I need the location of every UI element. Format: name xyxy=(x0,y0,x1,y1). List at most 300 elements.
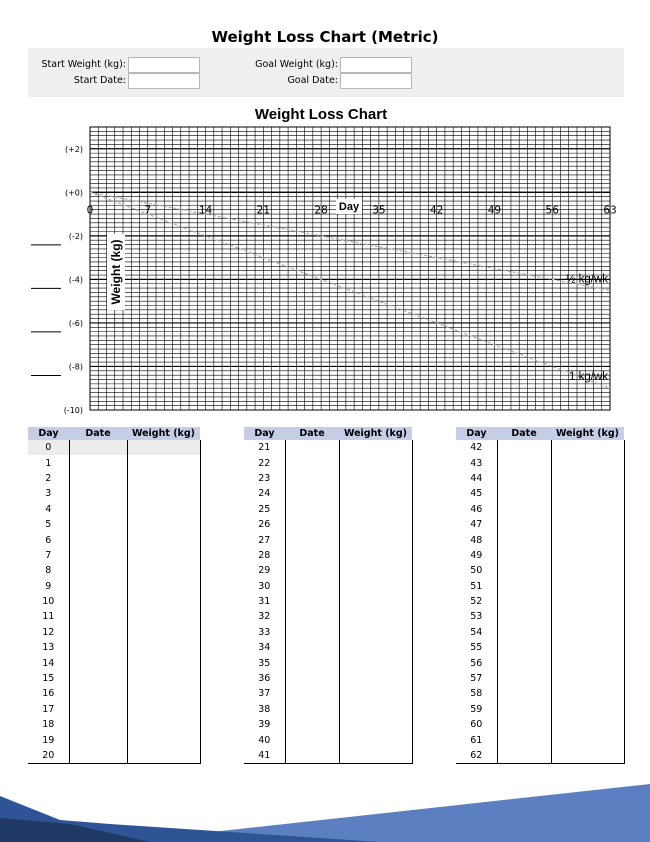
table-row xyxy=(244,625,412,640)
day-cell: 55 xyxy=(456,640,497,655)
date-cell[interactable] xyxy=(497,702,551,717)
day-cell: 38 xyxy=(244,702,285,717)
table-row xyxy=(244,579,412,594)
weight-cell[interactable] xyxy=(339,517,412,532)
table-row xyxy=(244,609,412,624)
weight-cell[interactable] xyxy=(551,455,624,470)
weight-cell[interactable] xyxy=(551,702,624,717)
table-row xyxy=(244,717,412,732)
weight-cell[interactable] xyxy=(551,640,624,655)
table-row xyxy=(456,471,624,486)
weight-cell[interactable] xyxy=(127,563,200,578)
date-header: Date xyxy=(285,427,339,440)
date-cell[interactable] xyxy=(285,702,339,717)
start-date-field[interactable] xyxy=(128,73,200,89)
weight-cell[interactable] xyxy=(551,655,624,670)
day-cell: 5 xyxy=(28,517,69,532)
table-row xyxy=(28,609,200,624)
day-cell: 20 xyxy=(28,748,69,764)
date-cell[interactable] xyxy=(285,594,339,609)
weight-cell[interactable] xyxy=(127,502,200,517)
day-cell: 58 xyxy=(456,686,497,701)
y-tick-label: (+2) xyxy=(64,144,83,154)
weight-cell[interactable] xyxy=(551,563,624,578)
day-cell: 30 xyxy=(244,579,285,594)
table-row xyxy=(244,563,412,578)
weight-cell[interactable] xyxy=(551,517,624,532)
table-row xyxy=(456,625,624,640)
weight-cell[interactable] xyxy=(339,702,412,717)
x-tick-label: 7 xyxy=(144,204,152,217)
day-cell: 28 xyxy=(244,548,285,563)
date-cell[interactable] xyxy=(285,579,339,594)
day-cell: 22 xyxy=(244,455,285,470)
table-row xyxy=(244,471,412,486)
day-cell: 23 xyxy=(244,471,285,486)
weight-cell[interactable] xyxy=(127,579,200,594)
table-row xyxy=(28,655,200,670)
date-cell[interactable] xyxy=(69,502,127,517)
table-row xyxy=(28,717,200,732)
date-cell[interactable] xyxy=(69,732,127,747)
table-row xyxy=(28,502,200,517)
day-cell: 25 xyxy=(244,502,285,517)
date-cell[interactable] xyxy=(285,440,339,455)
day-cell: 3 xyxy=(28,486,69,501)
start-weight-label: Start Weight (kg): xyxy=(41,59,126,70)
weight-cell[interactable] xyxy=(551,486,624,501)
log-table-days-0-20 xyxy=(28,427,201,764)
day-header: Day xyxy=(244,427,285,440)
weight-cell[interactable] xyxy=(339,594,412,609)
date-cell[interactable] xyxy=(497,486,551,501)
date-cell[interactable] xyxy=(69,655,127,670)
weight-cell[interactable] xyxy=(339,640,412,655)
table-row xyxy=(28,486,200,501)
date-cell[interactable] xyxy=(497,671,551,686)
day-cell: 16 xyxy=(28,686,69,701)
table-row xyxy=(244,486,412,501)
x-tick-label: 21 xyxy=(256,204,271,217)
weight-cell[interactable] xyxy=(551,717,624,732)
table-row xyxy=(456,655,624,670)
weight-cell[interactable] xyxy=(127,625,200,640)
y-tick-labels xyxy=(64,145,83,415)
table-row xyxy=(244,640,412,655)
table-row xyxy=(28,686,200,701)
date-cell[interactable] xyxy=(497,625,551,640)
date-cell[interactable] xyxy=(285,455,339,470)
day-cell: 42 xyxy=(456,440,497,455)
table-row xyxy=(244,686,412,701)
date-cell[interactable] xyxy=(497,548,551,563)
date-cell[interactable] xyxy=(285,471,339,486)
weight-cell[interactable] xyxy=(127,440,200,455)
day-cell: 27 xyxy=(244,532,285,547)
date-cell[interactable] xyxy=(285,655,339,670)
x-tick-label: 56 xyxy=(545,204,559,217)
x-tick-label: 0 xyxy=(86,204,94,217)
table-row xyxy=(456,502,624,517)
date-cell[interactable] xyxy=(497,563,551,578)
table-row xyxy=(456,702,624,717)
date-header: Date xyxy=(69,427,127,440)
table-row xyxy=(244,517,412,532)
y-tick-label: (-2) xyxy=(68,231,83,241)
table-row xyxy=(244,548,412,563)
table-row xyxy=(456,486,624,501)
day-cell: 53 xyxy=(456,609,497,624)
date-cell[interactable] xyxy=(497,717,551,732)
day-cell: 56 xyxy=(456,655,497,670)
weight-cell[interactable] xyxy=(551,579,624,594)
date-cell[interactable] xyxy=(69,748,127,764)
day-cell: 1 xyxy=(28,455,69,470)
day-cell: 54 xyxy=(456,625,497,640)
weight-cell[interactable] xyxy=(551,609,624,624)
day-cell: 39 xyxy=(244,717,285,732)
weight-cell[interactable] xyxy=(551,671,624,686)
table-row xyxy=(456,455,624,470)
weight-cell[interactable] xyxy=(127,609,200,624)
day-cell: 36 xyxy=(244,671,285,686)
date-cell[interactable] xyxy=(285,563,339,578)
weight-cell[interactable] xyxy=(339,486,412,501)
goal-weight-field[interactable] xyxy=(340,57,412,73)
day-cell: 45 xyxy=(456,486,497,501)
date-cell[interactable] xyxy=(497,517,551,532)
weight-cell[interactable] xyxy=(127,471,200,486)
weight-cell[interactable] xyxy=(127,594,200,609)
date-cell[interactable] xyxy=(69,640,127,655)
date-cell[interactable] xyxy=(497,686,551,701)
page-title: Weight Loss Chart (Metric) xyxy=(211,28,439,46)
table-row xyxy=(28,440,200,455)
table-row xyxy=(456,563,624,578)
weight-header: Weight (kg) xyxy=(127,427,200,440)
table-row xyxy=(244,532,412,547)
weight-cell[interactable] xyxy=(339,471,412,486)
day-cell: 4 xyxy=(28,502,69,517)
table-row xyxy=(28,563,200,578)
weight-cell[interactable] xyxy=(127,686,200,701)
day-cell: 32 xyxy=(244,609,285,624)
x-axis-label-box xyxy=(336,199,362,214)
day-cell: 21 xyxy=(244,440,285,455)
log-table-days-42-62 xyxy=(456,427,625,764)
weight-cell[interactable] xyxy=(127,702,200,717)
y-tick-label: (-6) xyxy=(68,318,83,328)
day-cell: 2 xyxy=(28,471,69,486)
day-cell: 48 xyxy=(456,532,497,547)
table-row xyxy=(28,671,200,686)
weight-cell[interactable] xyxy=(127,717,200,732)
weight-cell[interactable] xyxy=(339,548,412,563)
table-row xyxy=(244,594,412,609)
day-cell: 10 xyxy=(28,594,69,609)
day-cell: 52 xyxy=(456,594,497,609)
table-row xyxy=(28,579,200,594)
day-cell: 24 xyxy=(244,486,285,501)
day-cell: 15 xyxy=(28,671,69,686)
date-cell[interactable] xyxy=(285,486,339,501)
table-row xyxy=(456,732,624,747)
date-cell[interactable] xyxy=(497,640,551,655)
x-tick-label: 14 xyxy=(198,204,213,217)
weight-cell[interactable] xyxy=(127,640,200,655)
date-cell[interactable] xyxy=(497,440,551,455)
day-cell: 31 xyxy=(244,594,285,609)
goal-weight-label: Goal Weight (kg): xyxy=(255,59,338,70)
date-cell[interactable] xyxy=(69,532,127,547)
day-cell: 26 xyxy=(244,517,285,532)
day-cell: 51 xyxy=(456,579,497,594)
date-cell[interactable] xyxy=(69,671,127,686)
weight-cell[interactable] xyxy=(551,594,624,609)
table-row xyxy=(244,671,412,686)
date-cell[interactable] xyxy=(69,625,127,640)
day-cell: 61 xyxy=(456,732,497,747)
weight-cell[interactable] xyxy=(127,532,200,547)
weight-header: Weight (kg) xyxy=(339,427,412,440)
date-cell[interactable] xyxy=(285,748,339,764)
day-cell: 8 xyxy=(28,563,69,578)
y-axis-label: Weight (kg) xyxy=(109,239,123,305)
weight-cell[interactable] xyxy=(339,655,412,670)
table-row xyxy=(28,732,200,747)
date-cell[interactable] xyxy=(69,471,127,486)
table-row xyxy=(456,640,624,655)
x-axis-label: Day xyxy=(338,201,360,213)
table-row xyxy=(244,440,412,455)
start-date-label: Start Date: xyxy=(73,75,126,86)
table-row xyxy=(456,671,624,686)
day-cell: 6 xyxy=(28,532,69,547)
date-cell[interactable] xyxy=(497,748,551,764)
weight-cell[interactable] xyxy=(551,732,624,747)
day-cell: 46 xyxy=(456,502,497,517)
table-row xyxy=(28,594,200,609)
y-tick-blanks xyxy=(31,245,61,376)
day-cell: 40 xyxy=(244,732,285,747)
date-cell[interactable] xyxy=(69,440,127,455)
table-row xyxy=(244,748,412,764)
weight-cell[interactable] xyxy=(127,517,200,532)
x-tick-label: 63 xyxy=(603,204,617,217)
date-cell[interactable] xyxy=(69,579,127,594)
weight-header: Weight (kg) xyxy=(551,427,624,440)
x-tick-label: 35 xyxy=(372,204,386,217)
date-cell[interactable] xyxy=(69,517,127,532)
date-cell[interactable] xyxy=(285,548,339,563)
table-row xyxy=(244,702,412,717)
weight-cell[interactable] xyxy=(339,732,412,747)
date-cell[interactable] xyxy=(497,502,551,517)
log-table-days-21-41 xyxy=(244,427,413,764)
table-row xyxy=(28,455,200,470)
weight-cell[interactable] xyxy=(127,548,200,563)
weight-cell[interactable] xyxy=(339,502,412,517)
day-cell: 59 xyxy=(456,702,497,717)
date-cell[interactable] xyxy=(69,563,127,578)
day-cell: 49 xyxy=(456,548,497,563)
day-cell: 43 xyxy=(456,455,497,470)
weight-cell[interactable] xyxy=(551,471,624,486)
table-row xyxy=(28,702,200,717)
x-tick-label: 49 xyxy=(487,204,502,217)
table-row xyxy=(244,655,412,670)
weight-cell[interactable] xyxy=(127,671,200,686)
weight-cell[interactable] xyxy=(551,625,624,640)
day-cell: 7 xyxy=(28,548,69,563)
table-row xyxy=(28,548,200,563)
table-row xyxy=(456,609,624,624)
weight-cell[interactable] xyxy=(339,717,412,732)
day-cell: 11 xyxy=(28,609,69,624)
date-cell[interactable] xyxy=(497,532,551,547)
date-cell[interactable] xyxy=(285,732,339,747)
series-label: 1 kg/wk xyxy=(569,371,608,384)
date-cell[interactable] xyxy=(69,717,127,732)
day-cell: 17 xyxy=(28,702,69,717)
weight-cell[interactable] xyxy=(127,486,200,501)
date-cell[interactable] xyxy=(285,532,339,547)
weight-cell[interactable] xyxy=(127,732,200,747)
table-row xyxy=(456,686,624,701)
day-cell: 29 xyxy=(244,563,285,578)
date-header: Date xyxy=(497,427,551,440)
table-row xyxy=(28,517,200,532)
date-cell[interactable] xyxy=(69,609,127,624)
date-cell[interactable] xyxy=(285,625,339,640)
weight-cell[interactable] xyxy=(339,579,412,594)
date-cell[interactable] xyxy=(69,455,127,470)
day-cell: 47 xyxy=(456,517,497,532)
day-header: Day xyxy=(456,427,497,440)
date-cell[interactable] xyxy=(497,609,551,624)
day-cell: 19 xyxy=(28,732,69,747)
weight-cell[interactable] xyxy=(339,440,412,455)
weight-cell[interactable] xyxy=(551,532,624,547)
weight-cell[interactable] xyxy=(339,609,412,624)
table-row xyxy=(456,594,624,609)
table-row xyxy=(28,748,200,764)
date-cell[interactable] xyxy=(497,579,551,594)
date-cell[interactable] xyxy=(69,548,127,563)
day-cell: 50 xyxy=(456,563,497,578)
day-cell: 37 xyxy=(244,686,285,701)
x-tick-label: 42 xyxy=(429,204,444,217)
day-cell: 14 xyxy=(28,655,69,670)
weight-cell[interactable] xyxy=(551,440,624,455)
weight-cell[interactable] xyxy=(339,455,412,470)
date-cell[interactable] xyxy=(285,686,339,701)
date-cell[interactable] xyxy=(69,594,127,609)
y-tick-label: (-4) xyxy=(68,275,83,285)
date-cell[interactable] xyxy=(497,655,551,670)
weight-cell[interactable] xyxy=(551,686,624,701)
chart-grid xyxy=(90,127,610,410)
y-tick-label: (-8) xyxy=(68,362,83,372)
table-row xyxy=(456,579,624,594)
table-row xyxy=(456,440,624,455)
info-panel xyxy=(28,48,624,97)
weight-cell[interactable] xyxy=(339,748,412,764)
date-cell[interactable] xyxy=(285,717,339,732)
day-cell: 44 xyxy=(456,471,497,486)
day-cell: 33 xyxy=(244,625,285,640)
goal-date-label: Goal Date: xyxy=(287,75,338,86)
weight-cell[interactable] xyxy=(551,748,624,764)
table-row xyxy=(456,548,624,563)
day-cell: 34 xyxy=(244,640,285,655)
weight-cell[interactable] xyxy=(127,455,200,470)
date-cell[interactable] xyxy=(285,517,339,532)
weight-cell[interactable] xyxy=(339,686,412,701)
day-cell: 12 xyxy=(28,625,69,640)
date-cell[interactable] xyxy=(69,686,127,701)
date-cell[interactable] xyxy=(285,640,339,655)
date-cell[interactable] xyxy=(69,702,127,717)
day-header: Day xyxy=(28,427,69,440)
weight-cell[interactable] xyxy=(551,548,624,563)
date-cell[interactable] xyxy=(497,732,551,747)
date-cell[interactable] xyxy=(285,502,339,517)
table-row xyxy=(456,717,624,732)
table-row xyxy=(456,517,624,532)
chart-title: Weight Loss Chart xyxy=(254,106,388,123)
table-row xyxy=(456,532,624,547)
day-cell: 18 xyxy=(28,717,69,732)
weight-loss-chart xyxy=(0,100,650,415)
weight-cell[interactable] xyxy=(127,655,200,670)
series-label: ½ kg/wk xyxy=(565,273,608,286)
date-cell[interactable] xyxy=(497,455,551,470)
table-row xyxy=(244,502,412,517)
table-row xyxy=(456,748,624,764)
day-cell: 60 xyxy=(456,717,497,732)
date-cell[interactable] xyxy=(285,671,339,686)
weight-cell[interactable] xyxy=(339,671,412,686)
x-tick-label: 28 xyxy=(314,204,328,217)
day-cell: 9 xyxy=(28,579,69,594)
table-row xyxy=(28,471,200,486)
day-cell: 13 xyxy=(28,640,69,655)
table-row xyxy=(244,455,412,470)
date-cell[interactable] xyxy=(497,471,551,486)
table-row xyxy=(28,640,200,655)
weight-cell[interactable] xyxy=(339,532,412,547)
day-cell: 0 xyxy=(28,440,69,455)
weight-cell[interactable] xyxy=(127,748,200,764)
day-cell: 57 xyxy=(456,671,497,686)
weight-cell[interactable] xyxy=(551,502,624,517)
day-cell: 62 xyxy=(456,748,497,764)
date-cell[interactable] xyxy=(285,609,339,624)
weight-cell[interactable] xyxy=(339,563,412,578)
table-row xyxy=(244,732,412,747)
footer-decoration xyxy=(0,770,650,842)
date-cell[interactable] xyxy=(497,594,551,609)
y-axis-label-box xyxy=(107,234,125,310)
date-cell[interactable] xyxy=(69,486,127,501)
day-cell: 41 xyxy=(244,748,285,764)
weight-cell[interactable] xyxy=(339,625,412,640)
table-row xyxy=(28,625,200,640)
y-tick-label: (+0) xyxy=(64,188,83,198)
start-weight-field[interactable] xyxy=(128,57,200,73)
goal-date-field[interactable] xyxy=(340,73,412,89)
